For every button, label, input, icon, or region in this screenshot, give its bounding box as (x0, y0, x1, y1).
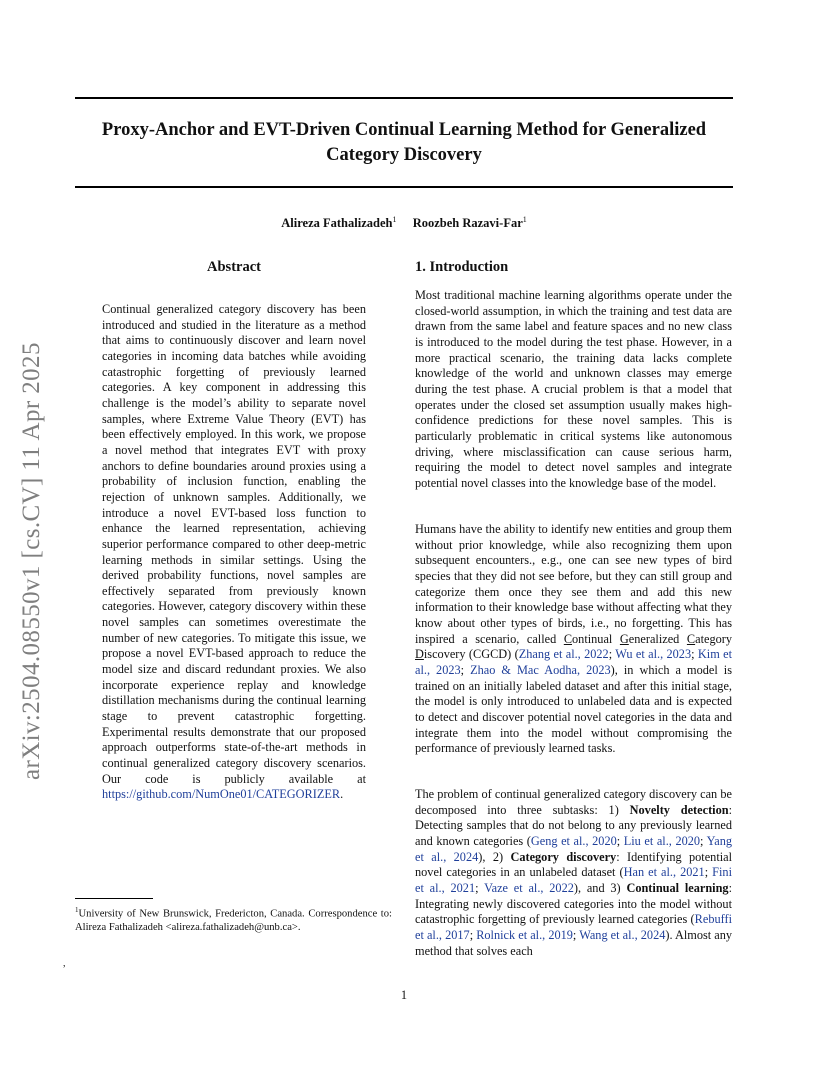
citation-link[interactable]: Wang et al., 2024 (579, 927, 666, 942)
cgcd-word: ategory (695, 631, 732, 646)
author-name: Alireza Fathalizadeh (281, 216, 393, 231)
citation-link[interactable]: Rebuffi et al., 2017 (415, 912, 732, 942)
intro-p3-text: ). Almost any method that solves each (415, 927, 733, 958)
citation-link[interactable]: Wu et al., 2023 (615, 647, 692, 662)
author-list (75, 215, 733, 231)
cgcd-initial: C (686, 631, 696, 646)
citation-link[interactable]: Zhao & Mac Aodha, 2023 (470, 662, 611, 677)
cgcd-word: ontinual (572, 631, 620, 646)
citation-link[interactable]: Zhang et al., 2022 (518, 647, 609, 662)
author-name: Roozbeh Razavi-Far (412, 216, 523, 231)
intro-paragraph-1: Most traditional machine learning algorithms operate under the closed-world assumption, in which the training and test data are drawn from the same label and feature spaces and no new class is introduced to the model during the test phase. However, in a more practical scenario, the training data lacks complete knowledge of the world and unknown classes may emerge during the test phase. A crucial problem is that a model that operates under the closed set assumption usually makes high-confidence predictions for these novel samples. This is particularly problematic in critical systems like autonomous driving, where misclassification can cause serious harm, requiring the model to detect novel samples and integrate potential novel classes into the knowledge base of the model. (415, 288, 732, 490)
citation-link[interactable]: Yang et al., 2024 (415, 833, 732, 864)
abstract-end-punctuation: . (340, 787, 344, 802)
footnote-mark: 1 (75, 906, 79, 914)
citation-link[interactable]: Kim et al., 2023 (415, 647, 732, 677)
intro-paragraph-3: The problem of continual generalized category discovery can be decomposed into three subtasks: 1) Novelty detection: Detecting samples that do not belong to any previously learned and known categories (Geng et al., 2020; Liu et al., 2020; Yang et al., 2024), 2) Category discovery: Identifying potential novel categories in an unlabeled dataset (Han et al., 2021; Fini et al., 2021; Vaze et al., 2022), and 3) Continual learning: Integrating newly discovered categories into the model without catastrophic forgetting of previously learned categories (Rebuffi et al., 2017; Rolnick et al., 2019; Wang et al., 2024). Almost any method that solves each (415, 787, 733, 958)
page-number: 1 (400, 988, 408, 1002)
footnote-rule (75, 898, 153, 899)
code-repository-link[interactable]: https://github.com/NumOne01/CATEGORIZER (102, 787, 341, 802)
intro-p2-text: (CGCD) ( (465, 647, 519, 662)
paper-title: Proxy-Anchor and EVT-Driven Continual Learning Method for Generalized Category Discovery (101, 120, 707, 165)
cgcd-initial: G (619, 631, 629, 646)
citation-link[interactable]: Liu et al., 2020 (623, 833, 701, 848)
intro-p3-text: ), 2) (478, 849, 511, 864)
abstract-heading: Abstract (207, 259, 261, 275)
author-affiliation-mark: 1 (392, 215, 397, 224)
subtask-term: Novelty detection (629, 802, 729, 817)
title-rule-bottom (75, 186, 733, 188)
author-affiliation-mark: 1 (522, 215, 527, 224)
intro-p2-text: Humans have the ability to identify new entities and group them without prior knowledge, while also recognizing them upon subsequent encounters., e.g., one can see new types of bird species that they did not see before, but they can still group and categorize them once they see them and add this new information to their knowledge base without affecting what they know about other types of birds, i.e., no forgetting. This has inspired a scenario, called (415, 522, 732, 646)
citation-link[interactable]: Vaze et al., 2022 (484, 880, 574, 895)
citation-link[interactable]: Fini et al., 2021 (415, 865, 732, 895)
abstract-body-text: Continual generalized category discovery has been introduced and studied in the literature as a method that aims to continuously discover and learn novel categories in incoming data batches while avoiding catastrophic forgetting of previously learned categories. A key component in addressing this challenge is the model’s ability to separate novel samples, where Extreme Value Theory (EVT) has been effectively employed. In this work, we propose a novel method that integrates EVT with proxy anchors to define boundaries around proxies using a probability of inclusion function, enabling the rejection of unknown samples. Additionally, we introduce a novel EVT-based loss function to enhance the learned representation, achieving superior performance compared to other deep-metric learning methods in similar settings. Using the derived probability functions, novel samples are effectively separated from previously known categories. However, category discovery within these novel samples can sometimes overestimate the number of new categories. To mitigate this issue, we propose a novel EVT-based approach to reduce the model size and discard redundant proxies. We also incorporate experience replay and knowledge distillation mechanisms during the continual learning stage to prevent catastrophic forgetting. Experimental results demonstrate that our proposed approach outperforms state-of-the-art methods in continual generalized category discovery scenarios. Our code is publicly available at (102, 302, 366, 786)
affiliation-footnote (75, 904, 392, 934)
title-rule-top (75, 97, 733, 99)
cgcd-initial: C (563, 631, 573, 646)
citation-link[interactable]: Rolnick et al., 2019 (476, 927, 573, 942)
introduction-heading: 1. Introduction (415, 259, 509, 275)
footnote-stray-comma: , (63, 958, 66, 969)
intro-p3-text: : Integrating newly discovered categories into the model without catastrophic forgetting of previously learned categories ( (415, 880, 733, 927)
intro-p2-text: ), in which a model is trained on an initially labeled dataset and after this initial stage, the model is only introduced to unlabeled data and is expected to detect and discover potential novel categories in the data and integrate them into the model without compromising the performance of previously learned tasks. (415, 662, 732, 756)
citation-link[interactable]: Han et al., 2021 (623, 865, 705, 880)
citation-link[interactable]: Geng et al., 2020 (530, 833, 617, 848)
intro-p3-text: : Detecting samples that do not belong to any previously learned and known categories ( (415, 802, 732, 848)
cgcd-initial: D (415, 647, 424, 662)
subtask-term: Category discovery (510, 849, 617, 864)
intro-p3-text: ), and 3) (573, 880, 627, 895)
footnote-text: University of New Brunswick, Fredericton, Canada. Correspondence to: Alireza Fathalizadeh <alireza.fathalizadeh@unb.ca>. (75, 908, 392, 933)
cgcd-word: eneralized (628, 631, 687, 646)
abstract-text (102, 302, 366, 803)
arxiv-identifier-stamp: arXiv:2504.08550v1 [cs.CV] 11 Apr 2025 (18, 342, 45, 780)
intro-p3-text: : Identifying potential novel categories in an unlabeled dataset ( (415, 849, 733, 880)
cgcd-word: iscovery (423, 647, 466, 662)
subtask-term: Continual learning (626, 880, 729, 895)
intro-paragraph-2: Humans have the ability to identify new entities and group them without prior knowledge, while also recognizing them upon subsequent encounters., e.g., one can see new types of bird species that they did not see before, but they can still group and categorize them once they see them and add this new information to their knowledge base without affecting what they know about other types of birds, i.e., no forgetting. This has inspired a scenario, called Continual Generalized Category Discovery (CGCD) (Zhang et al., 2022; Wu et al., 2023; Kim et al., 2023; Zhao & Mac Aodha, 2023), in which a model is trained on an initially labeled dataset and after this initial stage, the model is only introduced to unlabeled data and is expected to detect and discover potential novel categories in the data and integrate them into the model without compromising the performance of previously learned tasks. (415, 522, 732, 756)
intro-p3-text: The problem of continual generalized category discovery can be decomposed into three subtasks: 1) (415, 787, 732, 817)
